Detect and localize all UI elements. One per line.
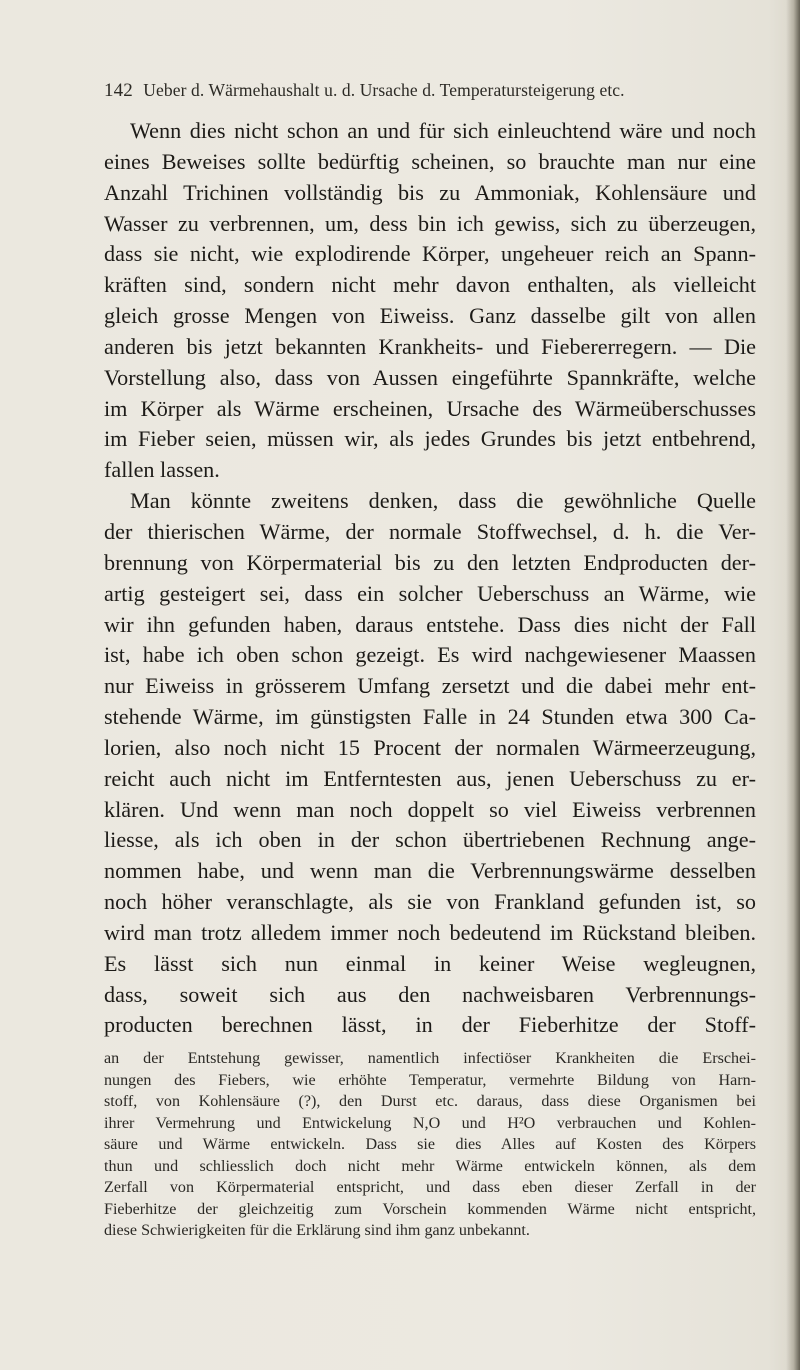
text-line: eines Beweises sollte bedürftig scheinen, so brauchte man nur eine: [104, 148, 756, 174]
text-line: Man könnte zweitens denken, dass die gewöhnliche Quelle: [130, 488, 756, 514]
footnote-line: thun und schliesslich doch nicht mehr Wärme entwickeln können, als dem: [104, 1157, 756, 1175]
page-edge-shadow: [786, 0, 800, 1370]
running-head: [104, 80, 724, 102]
text-line: ist, habe ich oben schon gezeigt. Es wird nachgewiesener Maassen: [104, 642, 756, 668]
text-line: dass sie nicht, wie explodirende Körper, ungeheuer reich an Spann-: [104, 241, 756, 267]
text-line: der thierischen Wärme, der normale Stoffwechsel, d. h. die Ver-: [104, 518, 756, 544]
footnote-line: nungen des Fiebers, wie erhöhte Temperatur, vermehrte Bildung von Harn-: [104, 1071, 756, 1089]
footnote-line: Zerfall von Körpermaterial entspricht, und dass eben dieser Zerfall in der: [104, 1179, 756, 1196]
page-number: 142: [104, 80, 133, 101]
text-line: Wasser zu verbrennen, um, dess bin ich gewiss, sich zu überzeugen,: [104, 210, 756, 236]
main-text: [104, 116, 756, 1041]
text-line: liesse, als ich oben in der schon übertriebenen Rechnung ange-: [104, 827, 756, 853]
text-line: artig gesteigert sei, dass ein solcher Ueberschuss an Wärme, wie: [104, 580, 756, 606]
text-line: anderen bis jetzt bekannten Krankheits- und Fiebererregern. — Die: [104, 333, 756, 359]
text-line: stehende Wärme, im günstigsten Falle in 24 Stunden etwa 300 Ca-: [104, 704, 756, 730]
footnote-line: Fieberhitze der gleichzeitig zum Vorschein kommenden Wärme nicht entspricht,: [104, 1200, 756, 1218]
text-line: im Fieber seien, müssen wir, als jedes Grundes bis jetzt entbehrend,: [104, 426, 756, 452]
text-line: producten berechnen lässt, in der Fieberhitze der Stoff-: [104, 1012, 756, 1038]
text-line: Vorstellung also, dass von Aussen eingeführte Spannkräfte, welche: [104, 364, 756, 390]
text-line: dass, soweit sich aus den nachweisbaren Verbrennungs-: [104, 981, 756, 1007]
text-line: reicht auch nicht im Entferntesten aus, jenen Ueberschuss zu er-: [104, 765, 756, 791]
footnote-line: an der Entstehung gewisser, namentlich infectiöser Krankheiten die Erschei-: [104, 1050, 756, 1067]
text-line: Wenn dies nicht schon an und für sich einleuchtend wäre und noch: [130, 118, 756, 143]
text-line: klären. Und wenn man noch doppelt so viel Eiweiss verbrennen: [104, 796, 756, 822]
footnote-line: säure und Wärme entwickeln. Dass sie dies Alles auf Kosten des Körpers: [104, 1136, 756, 1153]
text-line: wir ihn gefunden haben, daraus entstehe. Dass dies nicht der Fall: [104, 611, 756, 637]
footnote-line: diese Schwierigkeiten für die Erklärung sind ihm ganz unbekannt.: [104, 1222, 530, 1239]
text-line: nommen habe, und wenn man die Verbrennungswärme desselben: [104, 858, 756, 884]
text-line: brennung von Körpermaterial bis zu den letzten Endproducten der-: [104, 549, 756, 575]
text-line: Anzahl Trichinen vollständig bis zu Ammoniak, Kohlensäure und: [104, 179, 756, 205]
footnote-line: stoff, von Kohlensäure (?), den Durst etc. daraus, dass diese Organismen bei: [104, 1093, 756, 1110]
text-line: wird man trotz alledem immer noch bedeutend im Rückstand bleiben.: [104, 919, 756, 945]
text-line: noch höher veranschlagte, als sie von Frankland gefunden ist, so: [104, 889, 756, 915]
text-line: gleich grosse Mengen von Eiweiss. Ganz dasselbe gilt von allen: [104, 303, 756, 329]
text-line: lorien, also noch nicht 15 Procent der normalen Wärmeerzeugung,: [104, 734, 756, 760]
footnote: [104, 1048, 756, 1242]
footnote-line: ihrer Vermehrung und Entwickelung N,O und H²O verbrauchen und Kohlen-: [104, 1114, 756, 1132]
text-line: fallen lassen.: [104, 457, 220, 483]
running-title: Ueber d. Wärmehaushalt u. d. Ursache d. Temperatursteigerung etc.: [143, 80, 625, 100]
text-line: im Körper als Wärme erscheinen, Ursache des Wärmeüberschusses: [104, 395, 756, 421]
text-line: kräften sind, sondern nicht mehr davon enthalten, als vielleicht: [104, 272, 756, 298]
text-line: nur Eiweiss in grösserem Umfang zersetzt und die dabei mehr ent-: [104, 673, 756, 699]
text-line: Es lässt sich nun einmal in keiner Weise wegleugnen,: [104, 950, 756, 976]
